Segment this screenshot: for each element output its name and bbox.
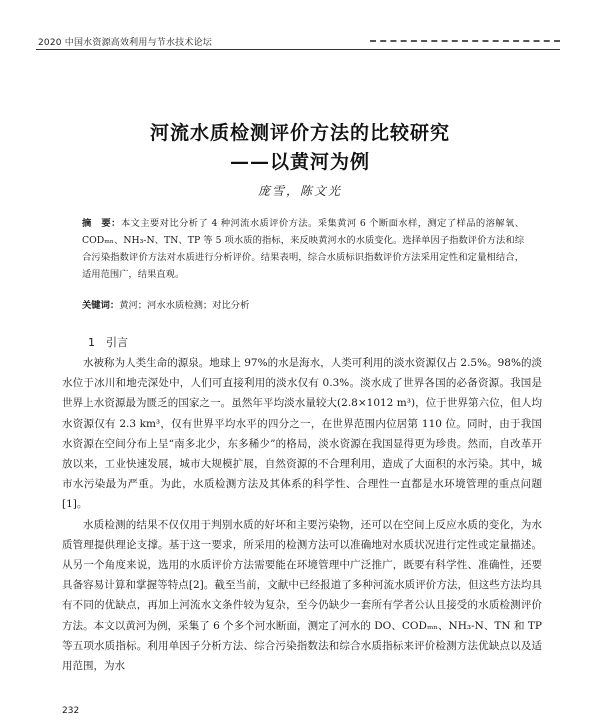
page-number: 232 (62, 706, 80, 716)
header-rule (36, 49, 560, 50)
section-heading: 1 引言 (88, 336, 128, 349)
paragraph: 水质检测的结果不仅仅用于判别水质的好坏和主要污染物，还可以在空间上反应水质的变化，为水质管理提供理论支撑。基于这一要求，所采用的检测方法可以准确地对水质状况进行定性或定量描述。从另一个角度来说，选用的水质评价方法需要能在环境管理中广泛推广，既要有科学性、准确性，还要具备容易计算和掌握等特点[2]。截至当前，文献中已经报道了多种河流水质评价方法，但这些方法均具有不同的优缺点，再加上河流水文条件较为复杂，至今仍缺少一套所有学者公认且接受的水质检测评价方法。本文以黄河为例，采集了 6 个多个河水断面，测定了河水的 DO、CODₘₙ、NH₃-N、TN 和 TP 等五项水质指标。利用单因子分析方法、综合污染指数法和综合水质指标来评价检测方法优缺点以及适用范围，为水 (62, 518, 542, 673)
paper-subtitle: ——以黄河为例 (229, 151, 370, 173)
abstract-label: 摘 要： (82, 218, 121, 229)
header-dash-decoration (370, 40, 560, 42)
abstract-text: 本文主要对比分析了 4 种河流水质评价方法。采集黄河 6 个断面水样，测定了样品的溶解氧、CODₘₙ、NH₃-N、TN、TP 等 5 项水质的指标，来反映黄河水的水质变化。选择单因子指数评价方法和综合污染指数评价方法对水质进行分析评价。结果表明，综合水质标识指数评价方法采用定性和定量相结合，适用范围广，结果直观。 (82, 218, 524, 280)
body-text (62, 353, 542, 676)
keywords-label: 关键词： (82, 300, 120, 311)
keywords (82, 297, 524, 311)
paper-title: 河流水质检测评价方法的比较研究 (149, 122, 450, 144)
abstract (82, 215, 524, 283)
paper-authors: 庞雪，陈文光 (257, 184, 342, 198)
paragraph: 水被称为人类生命的源泉。地球上 97%的水是海水，人类可利用的淡水资源仅占 2.5%。98%的淡水位于冰川和地壳深处中，人们可直接利用的淡水仅有 0.3%。淡水成了世界各国的必备资源。我国是世界上水资源最为匮乏的国家之一。虽然年平均淡水量较大(2.8×1012 m³)，位于世界第六位，但人均水资源仅有 2.3 km³，仅有世界平均水平的四分之一，在世界范围内位居第 110 位。同时，由于我国水资源在空间分布上呈“南多北少，东多稀少”的格局，淡水资源在我国显得更为珍贵。然而，自改革开放以来，工业快速发展，城市大规模扩展，自然资源的不合理利用，造成了大面积的水污染。其中，城市水污染最为严重。为此，水质检测方法及其体系的科学性、合理性一直都是水环境管理的重点问题[1]。 (62, 357, 542, 511)
keywords-text: 黄河；河水水质检测；对比分析 (119, 300, 250, 311)
running-head: 2020 中国水资源高效利用与节水技术论坛 (38, 38, 212, 48)
